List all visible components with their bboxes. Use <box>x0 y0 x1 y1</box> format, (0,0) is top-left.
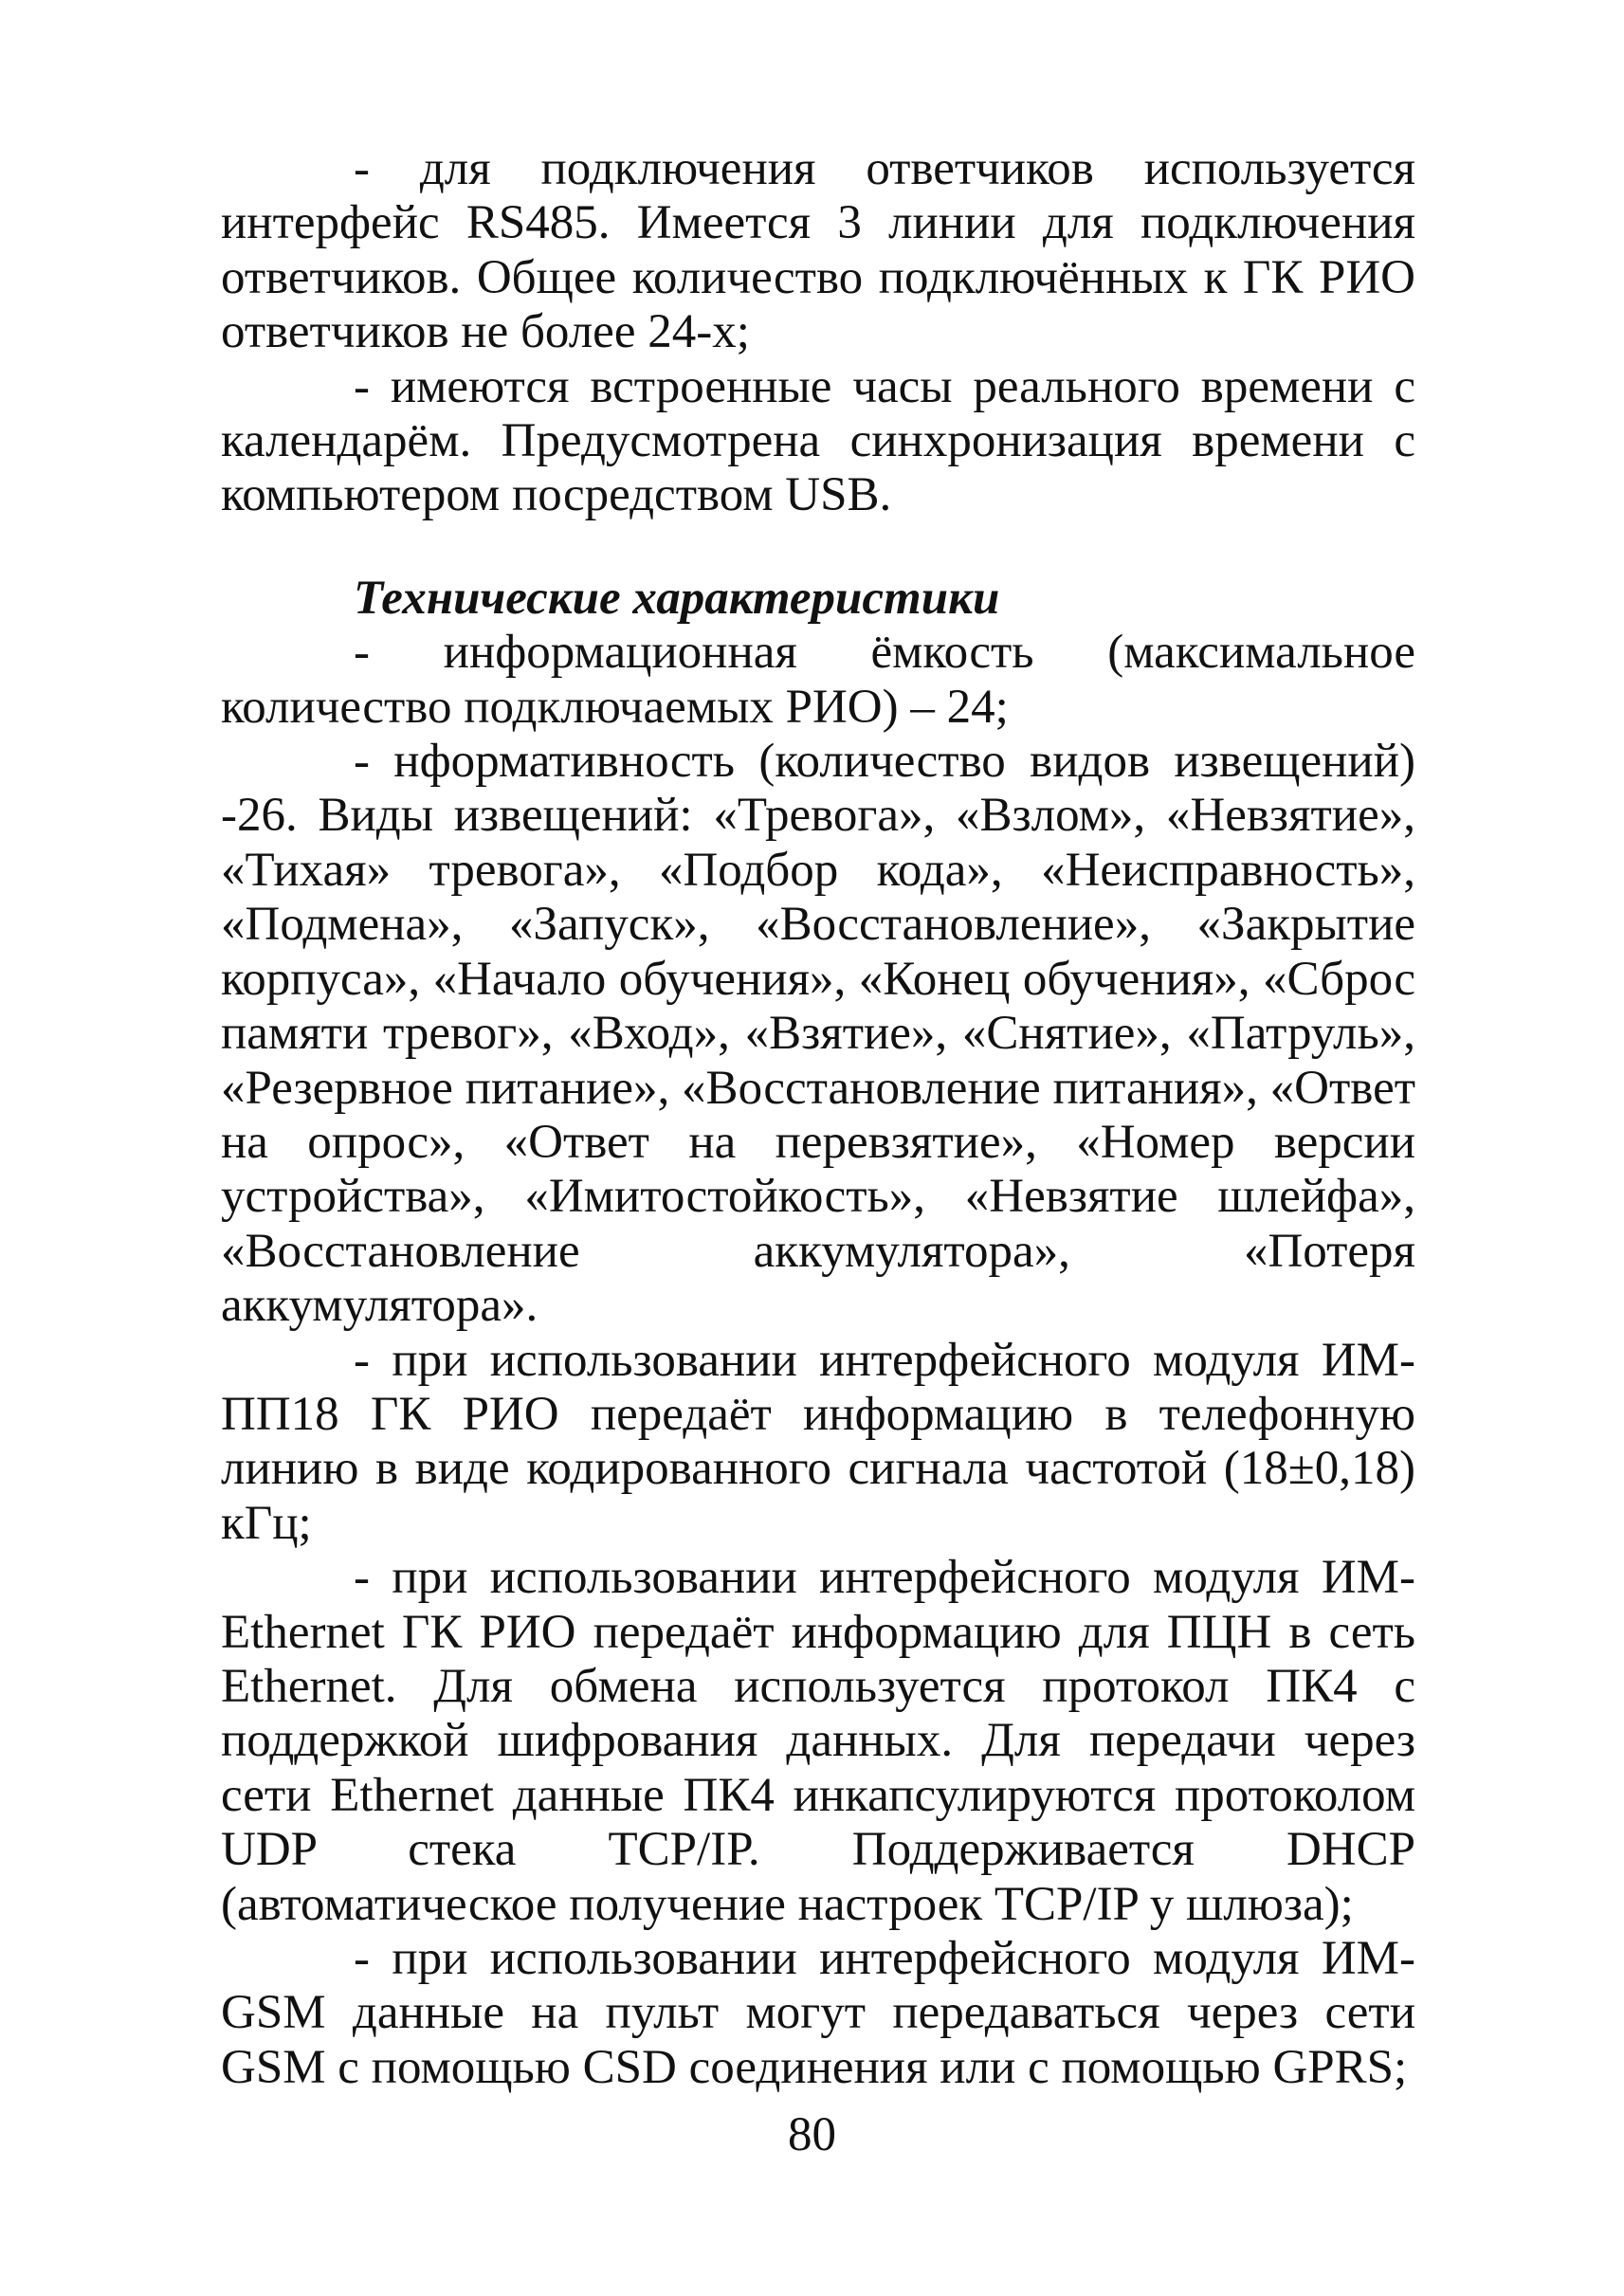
paragraph-notification-types: - нформативность (количество видов извещений) -26. Виды извещений: «Тревога», «Взлом», «Невзятие», «Тихая» тревога», «Подбор кода», «Неисправность», «Подмена», «Запуск», «Восстановление», «Закрытие корпуса», «Начало обучения», «Конец обучения», «Сброс памяти тревог», «Вход», «Взятие», «Снятие», «Патруль», «Резервное питание», «Восстановление питания», «Ответ на опрос», «Ответ на перевзятие», «Номер версии устройства», «Имитостойкость», «Невзятие шлейфа», «Восстановление аккумулятора», «Потеря аккумулятора». <box>221 735 1415 1333</box>
section-spacer <box>221 523 1415 572</box>
paragraph-responders-interface: - для подключения ответчиков используется интерфейс RS485. Имеется 3 линии для подключения ответчиков. Общее количество подключённых к ГК РИО ответчиков не более 24-х; <box>221 142 1415 359</box>
paragraph-realtime-clock: - имеются встроенные часы реального времени с календарём. Предусмотрена синхронизация времени с компьютером посредством USB. <box>221 359 1415 522</box>
paragraph-im-gsm: - при использовании интерфейсного модуля ИМ-GSM данные на пульт могут передаваться через сети GSM с помощью CSD соединения или с помощью GPRS; <box>221 1932 1415 2094</box>
section-heading: Технические характеристики <box>354 571 1000 625</box>
paragraph-im-pp18: - при использовании интерфейсного модуля ИМ-ПП18 ГК РИО передаёт информацию в телефонную линию в виде кодированного сигнала частотой (18±0,18) кГц; <box>221 1333 1415 1550</box>
paragraph-information-capacity: - информационная ёмкость (максимальное количество подключаемых РИО) – 24; <box>221 626 1415 734</box>
paragraph-im-ethernet: - при использовании интерфейсного модуля ИМ-Ethernet ГК РИО передаёт информацию для ПЦН в сеть Ethernet. Для обмена используется протокол ПК4 с поддержкой шифрования данных. Для передачи через сети Ethernet данные ПК4 инкапсулируются протоколом UDP стека TCP/IP. Поддерживается DHCP (автоматическое получение настроек TCP/IP у шлюза); <box>221 1551 1415 1931</box>
page-body <box>221 142 1415 2095</box>
page-number: 80 <box>788 2108 836 2161</box>
